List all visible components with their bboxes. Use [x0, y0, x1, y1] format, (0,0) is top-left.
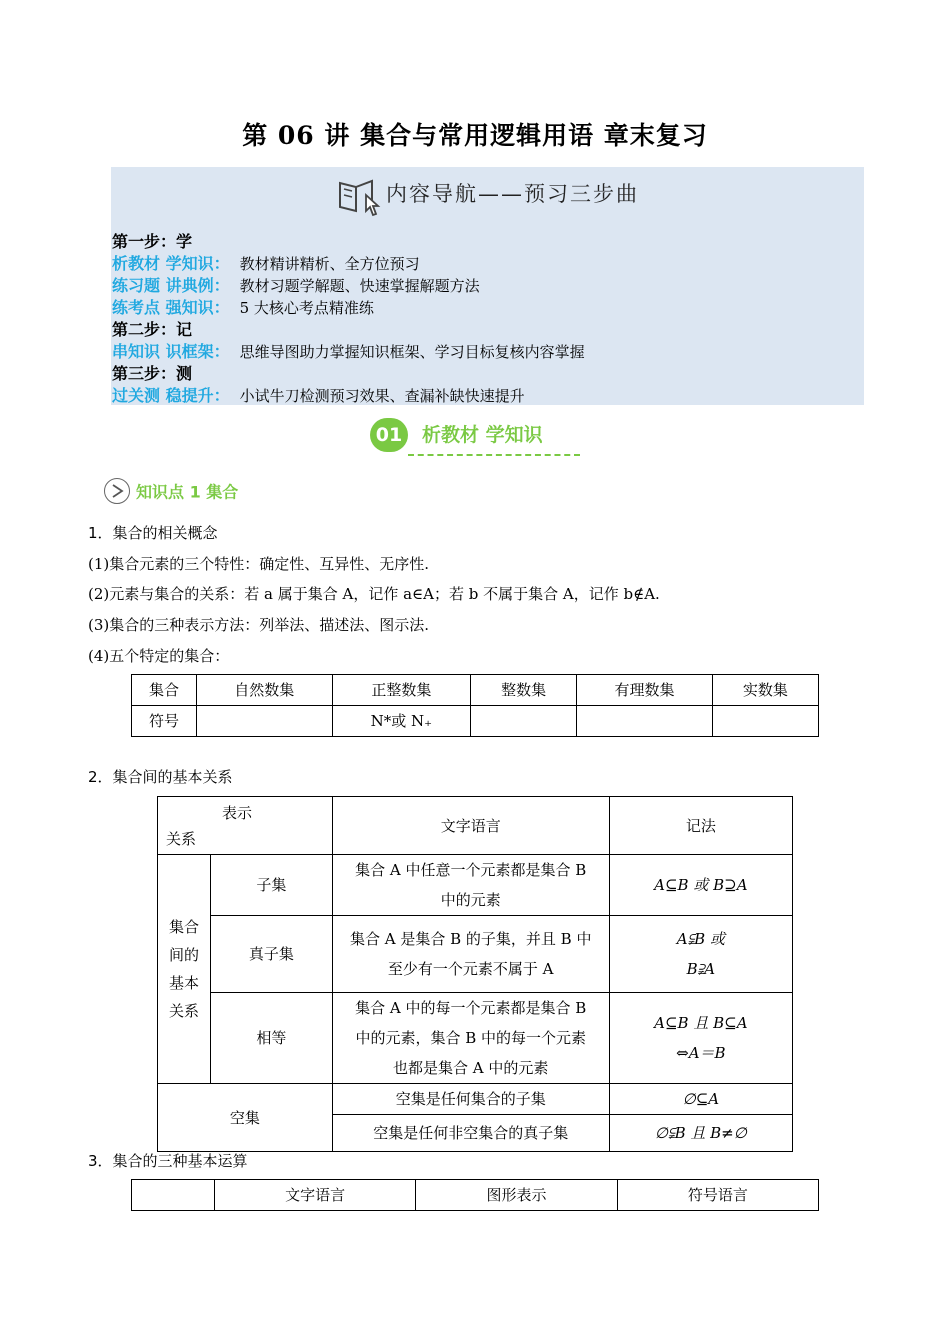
nav-step-label: 第二步：记 [112, 320, 193, 339]
nav-item-label: 析教材 学知识： [112, 254, 230, 273]
nav-step-label: 第一步：学 [112, 232, 193, 251]
group-label-line: 关系 [168, 1002, 199, 1020]
nav-item-label: 过关测 稳提升： [112, 386, 230, 405]
relation-text: 空集是任何集合的子集 [332, 1084, 609, 1115]
knowledge-point-header [104, 478, 238, 504]
table-row [132, 675, 819, 706]
nav-item-text: 小试牛刀检测预习效果、查漏补缺快速提升 [239, 387, 525, 405]
nav-item-line [112, 341, 585, 363]
page-title: 第 06 讲 集合与常用逻辑用语 章末复习 [242, 121, 708, 150]
group-label-line: 基本 [168, 974, 199, 992]
table-row [132, 706, 819, 737]
relation-text [332, 993, 609, 1084]
notation-line: A⊆B 且 B⊆A [654, 1014, 748, 1032]
nav-step-line [112, 231, 585, 253]
nav-step-line [112, 319, 585, 341]
relation-notation: ∅⫋B 且 B≠∅ [609, 1115, 792, 1152]
nav-lines [112, 231, 585, 407]
table-cell [132, 1180, 215, 1211]
relation-text [332, 855, 609, 916]
text-line: 集合 A 是集合 B 的子集，并且 B 中 [349, 930, 592, 948]
table-cell: 文字语言 [215, 1180, 416, 1211]
column-header-text: 文字语言 [332, 797, 609, 855]
paragraph-4: (4)五个特定的集合： [88, 647, 230, 665]
corner-bottom-label: 关系 [166, 829, 197, 848]
relation-name: 真子集 [211, 916, 333, 993]
content-navigation-box [111, 167, 864, 405]
nav-item-text: 教材精讲精析、全方位预习 [239, 255, 420, 273]
nav-item-text: 思维导图助力掌握知识框架、学习目标复核内容掌握 [239, 343, 585, 361]
knowledge-point-title: 知识点 1 集合 [136, 482, 239, 502]
table-cell: 整数集 [471, 675, 577, 706]
nav-item-line [112, 385, 585, 407]
table-row [132, 1180, 819, 1211]
section-number: 01 [370, 418, 408, 452]
section-dashed-underline [408, 454, 580, 456]
table-cell: 符号语言 [617, 1180, 818, 1211]
text-line: 中的元素 [440, 891, 501, 909]
section-banner [370, 418, 580, 458]
nav-step-label: 第三步：测 [112, 364, 193, 383]
notation-line: ⇔A＝B [676, 1044, 726, 1062]
relation-notation [609, 993, 792, 1084]
nav-item-label: 串知识 识框架： [112, 342, 230, 361]
text-line: 中的元素，集合 B 中的每一个元素 [355, 1029, 586, 1047]
table-cell: N*或 N₊ [332, 706, 470, 737]
table-row [158, 1084, 793, 1115]
relation-name: 相等 [211, 993, 333, 1084]
section-1-heading: 1．集合的相关概念 [88, 524, 218, 542]
section-2-heading: 2．集合间的基本关系 [88, 768, 233, 786]
table-row [158, 797, 793, 855]
text-line: 至少有一个元素不属于 A [387, 960, 554, 978]
table-cell [712, 706, 818, 737]
arrow-circle-icon [104, 478, 130, 504]
relation-notation: ∅⊆A [609, 1084, 792, 1115]
table-cell: 正整数集 [332, 675, 470, 706]
nav-item-text: 5 大核心考点精准练 [239, 299, 374, 317]
group-label-line: 间的 [168, 946, 199, 964]
table-cell: 实数集 [712, 675, 818, 706]
section-3-heading: 3．集合的三种基本运算 [88, 1152, 248, 1170]
relation-text [332, 916, 609, 993]
book-pointer-icon [336, 173, 384, 217]
paragraph-3: (3)集合的三种表示方法：列举法、描述法、图示法. [88, 616, 430, 634]
table-cell [471, 706, 577, 737]
set-operations-table [131, 1179, 819, 1211]
relation-name: 子集 [211, 855, 333, 916]
text-line: 集合 A 中的每一个元素都是集合 B [355, 999, 587, 1017]
corner-top-label: 表示 [222, 803, 253, 822]
table-cell: 有理数集 [577, 675, 713, 706]
nav-heading [111, 173, 864, 217]
special-sets-table [131, 674, 819, 737]
text-line: 也都是集合 A 中的元素 [393, 1059, 549, 1077]
notation-line: A⫋B 或 [676, 930, 725, 948]
nav-item-label: 练考点 强知识： [112, 298, 230, 317]
set-relations-table [157, 796, 793, 1152]
nav-item-label: 练习题 讲典例： [112, 276, 230, 295]
nav-step-line [112, 363, 585, 385]
column-header-notation: 记法 [609, 797, 792, 855]
section-title: 析教材 学知识 [422, 424, 543, 446]
nav-item-line [112, 297, 585, 319]
paragraph-1: (1)集合元素的三个特性：确定性、互异性、无序性. [88, 555, 430, 573]
table-row [158, 993, 793, 1084]
nav-item-line [112, 253, 585, 275]
group-label-line: 集合 [168, 918, 199, 936]
table-cell [197, 706, 333, 737]
table-row [158, 855, 793, 916]
relation-notation: A⊆B 或 B⊇A [609, 855, 792, 916]
table-cell: 符号 [132, 706, 197, 737]
table-cell [577, 706, 713, 737]
relation-notation [609, 916, 792, 993]
paragraph-2: (2)元素与集合的关系：若 a 属于集合 A，记作 a∈A；若 b 不属于集合 A，记作 b∉A. [88, 585, 660, 603]
table-cell: 图形表示 [416, 1180, 617, 1211]
notation-line: B⫌A [686, 960, 716, 978]
group-label [158, 855, 211, 1084]
table-cell: 集合 [132, 675, 197, 706]
nav-item-line [112, 275, 585, 297]
relation-text: 空集是任何非空集合的真子集 [332, 1115, 609, 1152]
corner-header [158, 797, 333, 855]
nav-item-text: 教材习题学解题、快速掌握解题方法 [239, 277, 480, 295]
text-line: 集合 A 中任意一个元素都是集合 B [355, 861, 587, 879]
table-row [158, 916, 793, 993]
table-cell: 自然数集 [197, 675, 333, 706]
nav-heading-text: 内容导航——预习三步曲 [386, 182, 639, 206]
empty-set-label: 空集 [158, 1084, 333, 1152]
